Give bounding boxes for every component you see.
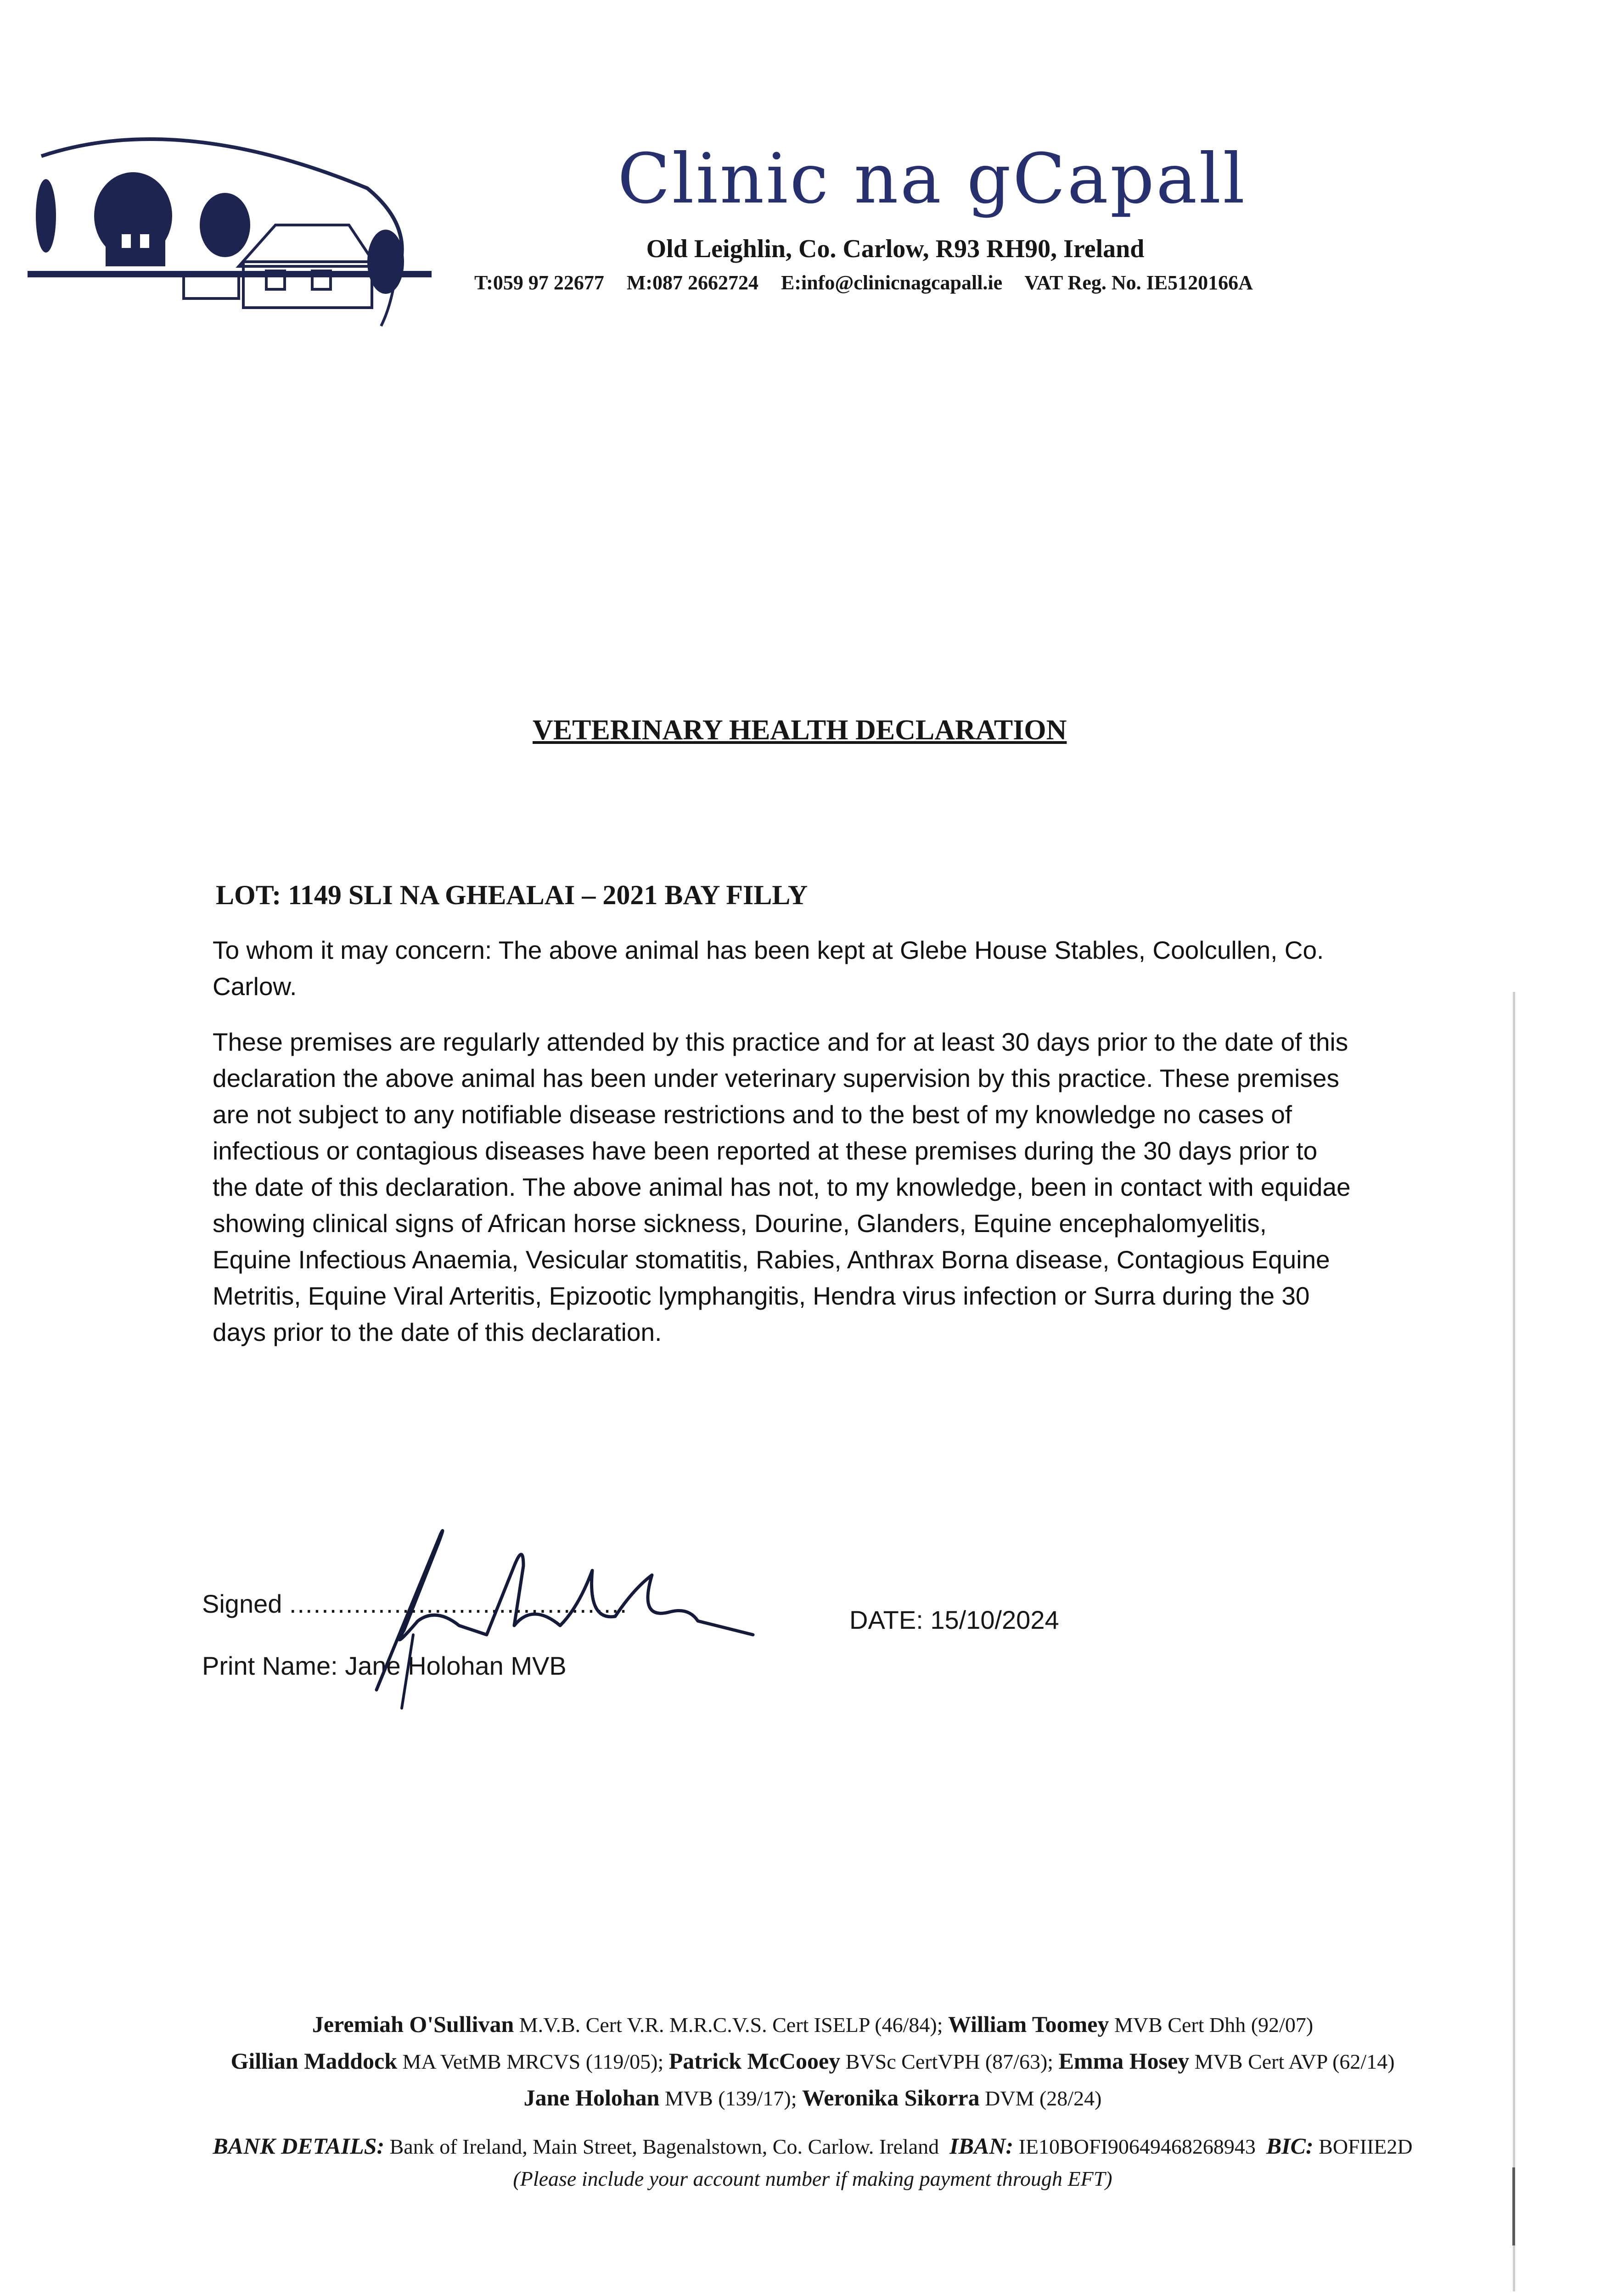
vet-name: Patrick McCooey <box>668 2048 841 2074</box>
vet-name: Emma Hosey <box>1058 2048 1190 2074</box>
clinic-building-tree-logo <box>28 124 432 335</box>
date-label: DATE: <box>849 1605 923 1634</box>
bic-label: BIC: <box>1266 2133 1314 2159</box>
vets-line-3 <box>101 2082 1524 2114</box>
iban-value: IE10BOFI90649468268943 <box>1018 2135 1256 2158</box>
eft-payment-note: (Please include your account number if making payment through EFT) <box>513 2167 1112 2190</box>
declaration-paragraph: These premises are regularly attended by this practice and for at least 30 days prior to the date of this declaration the above animal has been under veterinary supervision by this practice. These premises are not subject to any notifiable disease restrictions and to the best of my knowledge no cases of infectious or contagious diseases have been reported at these premises during the 30 days prior to the date of this declaration. The above animal has not, to my knowledge, been in contact with equidae showing clinical signs of African horse sickness, Dourine, Glanders, Equine encephalomyelitis, Equine Infectious Anaemia, Vesicular stomatitis, Rabies, Anthrax Borna disease, Contagious Equine Metritis, Equine Viral Arteritis, Epizootic lymphangitis, Hendra virus infection or Surra during the 30 days prior to the date of this declaration. <box>213 1028 1351 1346</box>
bank-value: Bank of Ireland, Main Street, Bagenalstown, Co. Carlow. Ireland <box>389 2135 939 2158</box>
document-title: VETERINARY HEALTH DECLARATION <box>533 715 1067 746</box>
vet-name: William Toomey <box>948 2011 1109 2037</box>
vet-quals: M.V.B. Cert V.R. M.R.C.V.S. Cert ISELP (46/84); <box>519 2013 943 2037</box>
vet-name: Jane Holohan <box>523 2085 660 2110</box>
email-address: E:info@clinicnagcapall.ie <box>781 271 1003 294</box>
mobile-number: M:087 2662724 <box>626 271 759 294</box>
signed-label: Signed <box>202 1589 282 1618</box>
signature-dotted-line: .......................................... <box>289 1589 628 1618</box>
vat-number: VAT Reg. No. IE5120166A <box>1024 271 1253 294</box>
phone-number: T:059 97 22677 <box>474 271 604 294</box>
bic-value: BOFIIE2D <box>1319 2135 1413 2158</box>
iban-label: IBAN: <box>949 2133 1014 2159</box>
bank-details-line <box>101 2131 1524 2162</box>
vet-name: Gillian Maddock <box>230 2048 398 2074</box>
vet-name: Jeremiah O'Sullivan <box>312 2011 514 2037</box>
intro-paragraph: To whom it may concern: The above animal has been kept at Glebe House Stables, Coolcullen, Co. Carlow. <box>213 936 1324 1001</box>
print-name-label: Print Name: <box>202 1651 338 1680</box>
bank-label: BANK DETAILS: <box>213 2133 385 2159</box>
date-line <box>849 1605 1059 1635</box>
vets-line-2 <box>101 2046 1524 2077</box>
vet-quals: MVB (139/17); <box>665 2087 797 2110</box>
vet-quals: MVB Cert Dhh (92/07) <box>1114 2013 1314 2037</box>
print-name-value: Jane Holohan MVB <box>345 1651 567 1680</box>
scan-edge-mark <box>1512 2167 1515 2245</box>
vet-quals: MA VetMB MRCVS (119/05); <box>402 2050 664 2073</box>
scan-edge-line <box>1513 992 1515 2291</box>
clinic-name-wordmark: Clinic na gCapall <box>618 139 1247 219</box>
contact-line <box>436 271 1309 294</box>
vet-quals: BVSc CertVPH (87/63); <box>845 2050 1054 2073</box>
vets-line-1 <box>101 2009 1524 2040</box>
vet-quals: DVM (28/24) <box>985 2087 1102 2110</box>
vet-quals: MVB Cert AVP (62/14) <box>1194 2050 1395 2073</box>
lot-heading: LOT: 1149 SLI NA GHEALAI – 2021 BAY FILLY <box>216 880 808 910</box>
handwritten-signature <box>321 1515 781 1713</box>
vet-name: Weronika Sikorra <box>802 2085 980 2110</box>
date-value: 15/10/2024 <box>930 1605 1059 1634</box>
clinic-address: Old Leighlin, Co. Carlow, R93 RH90, Ireland <box>646 235 1145 263</box>
